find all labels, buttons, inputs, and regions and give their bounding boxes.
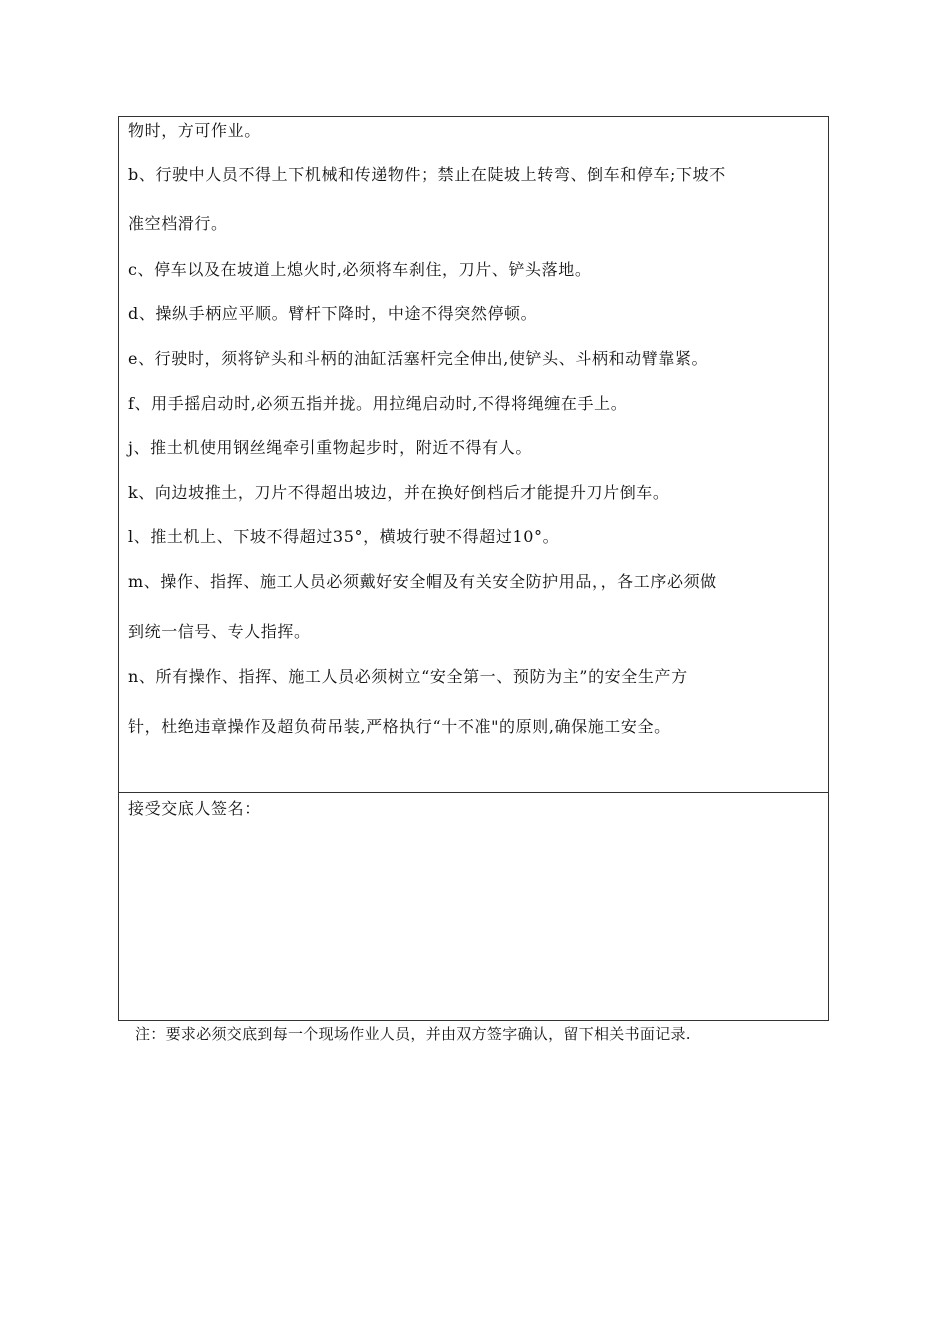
- signature-cell: [119, 793, 828, 1020]
- text-line-8: j、推土机使用钢丝绳牵引重物起步时，附近不得有人。: [128, 438, 532, 457]
- signature-label: 接受交底人签名：: [128, 799, 261, 818]
- text-line-10: l、推土机上、下坡不得超过35°，横坡行驶不得超过10°。: [128, 527, 560, 546]
- footer-note: 注：要求必须交底到每一个现场作业人员，并由双方签字确认，留下相关书面记录.: [135, 1025, 691, 1043]
- text-line-7: f、用手摇启动时,必须五指并拢。用拉绳启动时,不得将绳缠在手上。: [128, 394, 628, 413]
- text-line-13: n、所有操作、指挥、施工人员必须树立“安全第一、预防为主”的安全生产方: [128, 667, 688, 686]
- content-cell: [119, 117, 828, 793]
- text-line-3: 准空档滑行。: [128, 214, 228, 233]
- disclosure-table: [118, 116, 829, 1021]
- text-line-2: b、行驶中人员不得上下机械和传递物件；禁止在陡坡上转弯、倒车和停车;下坡不: [128, 165, 726, 184]
- text-line-6: e、行驶时，须将铲头和斗柄的油缸活塞杆完全伸出,使铲头、斗柄和动臂靠紧。: [128, 349, 709, 368]
- text-line-5: d、操纵手柄应平顺。臂杆下降时，中途不得突然停顿。: [128, 304, 538, 323]
- text-line-11: m、操作、指挥、施工人员必须戴好安全帽及有关安全防护用品，，各工序必须做: [128, 572, 717, 591]
- text-line-9: k、向边坡推土，刀片不得超出坡边，并在换好倒档后才能提升刀片倒车。: [128, 483, 670, 502]
- text-line-1: 物时，方可作业。: [128, 121, 261, 140]
- text-line-12: 到统一信号、专人指挥。: [128, 622, 311, 641]
- text-line-4: c、停车以及在坡道上熄火时,必须将车刹住，刀片、铲头落地。: [128, 260, 592, 279]
- text-line-14: 针，杜绝违章操作及超负荷吊装,严格执行“十不准"的原则,确保施工安全。: [128, 717, 671, 736]
